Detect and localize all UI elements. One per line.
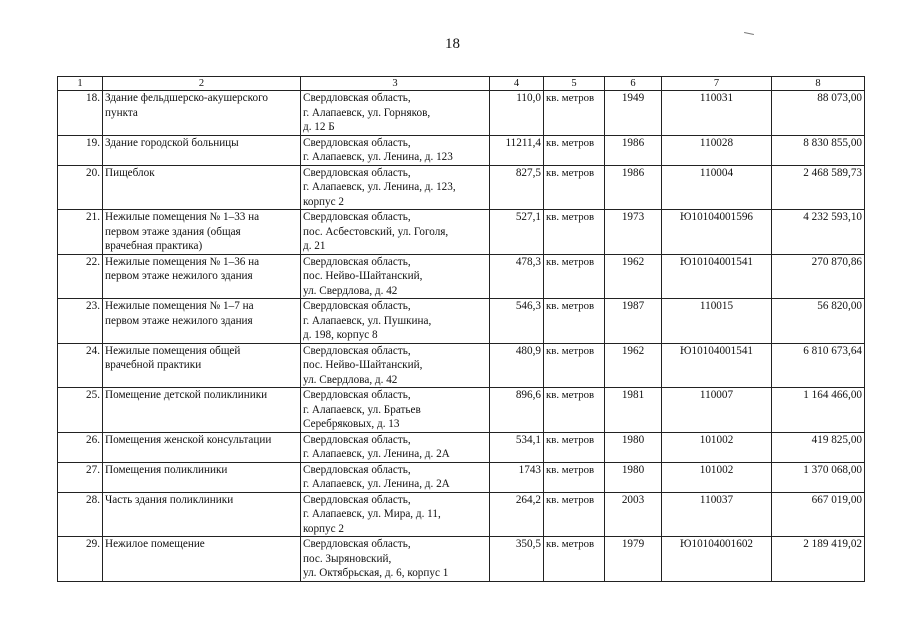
property-name-cell [103,135,301,165]
property-name-cell [103,492,301,537]
address-line: Свердловская область, [303,136,411,149]
property-name-cell [103,165,301,210]
year-cell: 1981 [605,388,662,433]
column-number: 8 [772,77,865,91]
address-line: Свердловская область, [303,211,411,223]
inventory-number-cell: Ю10104001602 [662,537,772,582]
address-line: г. Алапаевск, ул. Мира, д. 11, [303,508,441,520]
inventory-number-cell: 110031 [662,91,772,136]
property-name-line: Помещения поликлиники [105,463,228,476]
address-line: Свердловская область, [303,493,411,506]
table-row [58,462,865,492]
address-line: г. Алапаевск, ул. Ленина, д. 123 [303,151,453,163]
address-cell [301,165,490,210]
property-name-cell [103,388,301,433]
inventory-number-cell: 110007 [662,388,772,433]
unit-cell: кв. метров [544,343,605,388]
address-line: ул. Свердлова, д. 42 [303,373,398,386]
unit-cell: кв. метров [544,91,605,136]
year-cell: 1979 [605,537,662,582]
cost-cell: 6 810 673,64 [772,343,865,388]
area-cell: 896,6 [490,388,544,433]
address-line: Свердловская область, [303,166,411,179]
property-name-line: Нежилые помещения № 1–7 на [105,300,254,312]
area-cell: 546,3 [490,299,544,344]
year-cell: 1962 [605,343,662,388]
inventory-number-cell: Ю10104001541 [662,343,772,388]
address-line: ул. Свердлова, д. 42 [303,284,398,297]
address-line: г. Алапаевск, ул. Пушкина, [303,314,432,327]
cost-cell: 88 073,00 [772,91,865,136]
column-number: 7 [662,77,772,91]
row-number-cell: 29. [58,537,103,582]
row-number-cell: 22. [58,254,103,299]
property-name-line: Нежилое помещение [105,538,205,550]
address-line: г. Алапаевск, ул. Братьев [303,403,421,416]
year-cell: 1980 [605,432,662,462]
property-name-line: Нежилые помещения № 1–33 на [105,211,260,223]
property-name-line: Здание фельдшерско-акушерского [105,92,268,104]
address-cell [301,537,490,582]
row-number-cell: 24. [58,343,103,388]
address-cell [301,299,490,344]
address-line: г. Алапаевск, ул. Горняков, [303,106,431,119]
unit-cell: кв. метров [544,492,605,537]
address-line: Свердловская область, [303,344,411,357]
property-name-cell [103,254,301,299]
column-number: 1 [58,77,103,91]
table-row [58,432,865,462]
property-name-cell [103,343,301,388]
column-number: 5 [544,77,605,91]
property-name-cell [103,91,301,136]
property-name-line: врачебная практика) [105,240,203,252]
unit-cell: кв. метров [544,135,605,165]
address-cell [301,210,490,255]
address-line: Серебряковых, д. 13 [303,418,400,430]
address-line: пос. Зыряновский, [303,552,392,565]
area-cell: 478,3 [490,254,544,299]
unit-cell: кв. метров [544,165,605,210]
property-name-line: первом этаже здания (общая [105,225,241,238]
address-cell [301,343,490,388]
year-cell: 1980 [605,462,662,492]
address-line: д. 12 Б [303,121,335,133]
cost-cell: 1 370 068,00 [772,462,865,492]
address-cell [301,432,490,462]
cost-cell: 8 830 855,00 [772,135,865,165]
cost-cell: 2 468 589,73 [772,165,865,210]
inventory-number-cell: 110004 [662,165,772,210]
row-number-cell: 25. [58,388,103,433]
table-row [58,254,865,299]
inventory-number-cell: 101002 [662,462,772,492]
column-number: 6 [605,77,662,91]
unit-cell: кв. метров [544,537,605,582]
unit-cell: кв. метров [544,210,605,255]
area-cell: 11211,4 [490,135,544,165]
address-line: Свердловская область, [303,389,411,401]
cost-cell: 667 019,00 [772,492,865,537]
year-cell: 1962 [605,254,662,299]
property-name-line: первом этаже нежилого здания [105,314,253,327]
address-cell [301,388,490,433]
year-cell: 1949 [605,91,662,136]
table-row [58,388,865,433]
address-line: г. Алапаевск, ул. Ленина, д. 2А [303,478,450,490]
address-line: Свердловская область, [303,538,411,550]
row-number-cell: 23. [58,299,103,344]
column-number: 2 [103,77,301,91]
table-row [58,91,865,136]
unit-cell: кв. метров [544,432,605,462]
property-name-line: пункта [105,106,138,119]
cost-cell: 419 825,00 [772,432,865,462]
scan-artifact-mark [744,32,754,35]
row-number-cell: 18. [58,91,103,136]
property-name-line: Помещение детской поликлиники [105,389,268,401]
area-cell: 264,2 [490,492,544,537]
cost-cell: 4 232 593,10 [772,210,865,255]
property-name-cell [103,210,301,255]
address-cell [301,492,490,537]
property-name-line: Часть здания поликлиники [105,493,234,506]
property-name-cell [103,299,301,344]
area-cell: 110,0 [490,91,544,136]
address-line: Свердловская область, [303,92,411,104]
property-name-line: Помещения женской консультации [105,433,272,446]
address-line: пос. Асбестовский, ул. Гоголя, [303,225,449,238]
cost-cell: 56 820,00 [772,299,865,344]
property-name-cell [103,537,301,582]
year-cell: 1973 [605,210,662,255]
table-row [58,492,865,537]
table-row [58,343,865,388]
area-cell: 350,5 [490,537,544,582]
inventory-number-cell: 110028 [662,135,772,165]
address-line: д. 198, корпус 8 [303,329,378,341]
address-cell [301,254,490,299]
row-number-cell: 28. [58,492,103,537]
column-number: 4 [490,77,544,91]
property-name-cell [103,432,301,462]
column-number-row [58,77,865,91]
address-cell [301,462,490,492]
row-number-cell: 26. [58,432,103,462]
area-cell: 1743 [490,462,544,492]
address-cell [301,135,490,165]
property-name-line: Здание городской больницы [105,136,239,149]
area-cell: 827,5 [490,165,544,210]
row-number-cell: 21. [58,210,103,255]
year-cell: 2003 [605,492,662,537]
area-cell: 480,9 [490,343,544,388]
address-line: пос. Нейво-Шайтанский, [303,270,423,282]
address-cell [301,91,490,136]
property-name-cell [103,462,301,492]
cost-cell: 2 189 419,02 [772,537,865,582]
property-name-line: первом этаже нежилого здания [105,270,253,282]
year-cell: 1987 [605,299,662,344]
inventory-number-cell: Ю10104001596 [662,210,772,255]
column-number: 3 [301,77,490,91]
address-line: г. Алапаевск, ул. Ленина, д. 123, [303,181,456,193]
unit-cell: кв. метров [544,254,605,299]
table-row [58,165,865,210]
address-line: Свердловская область, [303,255,411,268]
address-line: пос. Нейво-Шайтанский, [303,359,423,371]
address-line: г. Алапаевск, ул. Ленина, д. 2А [303,448,450,460]
cost-cell: 270 870,86 [772,254,865,299]
page-number: 18 [445,36,460,52]
unit-cell: кв. метров [544,462,605,492]
address-line: Свердловская область, [303,463,411,476]
inventory-number-cell: 110015 [662,299,772,344]
table-row [58,299,865,344]
property-name-line: Пищеблок [105,166,155,179]
area-cell: 527,1 [490,210,544,255]
property-name-line: Нежилые помещения № 1–36 на [105,255,260,268]
unit-cell: кв. метров [544,388,605,433]
property-name-line: Нежилые помещения общей [105,344,241,357]
address-line: д. 21 [303,240,326,252]
row-number-cell: 20. [58,165,103,210]
area-cell: 534,1 [490,432,544,462]
property-registry-table [57,76,865,582]
address-line: корпус 2 [303,522,344,535]
address-line: Свердловская область, [303,300,411,312]
cost-cell: 1 164 466,00 [772,388,865,433]
year-cell: 1986 [605,165,662,210]
unit-cell: кв. метров [544,299,605,344]
inventory-number-cell: 110037 [662,492,772,537]
inventory-number-cell: Ю10104001541 [662,254,772,299]
inventory-number-cell: 101002 [662,432,772,462]
table-row [58,210,865,255]
row-number-cell: 19. [58,135,103,165]
address-line: Свердловская область, [303,433,411,446]
table-row [58,135,865,165]
registry-body [58,91,865,582]
property-name-line: врачебной практики [105,359,202,371]
table-row [58,537,865,582]
address-line: ул. Октябрьская, д. 6, корпус 1 [303,567,449,579]
address-line: корпус 2 [303,195,344,208]
row-number-cell: 27. [58,462,103,492]
year-cell: 1986 [605,135,662,165]
